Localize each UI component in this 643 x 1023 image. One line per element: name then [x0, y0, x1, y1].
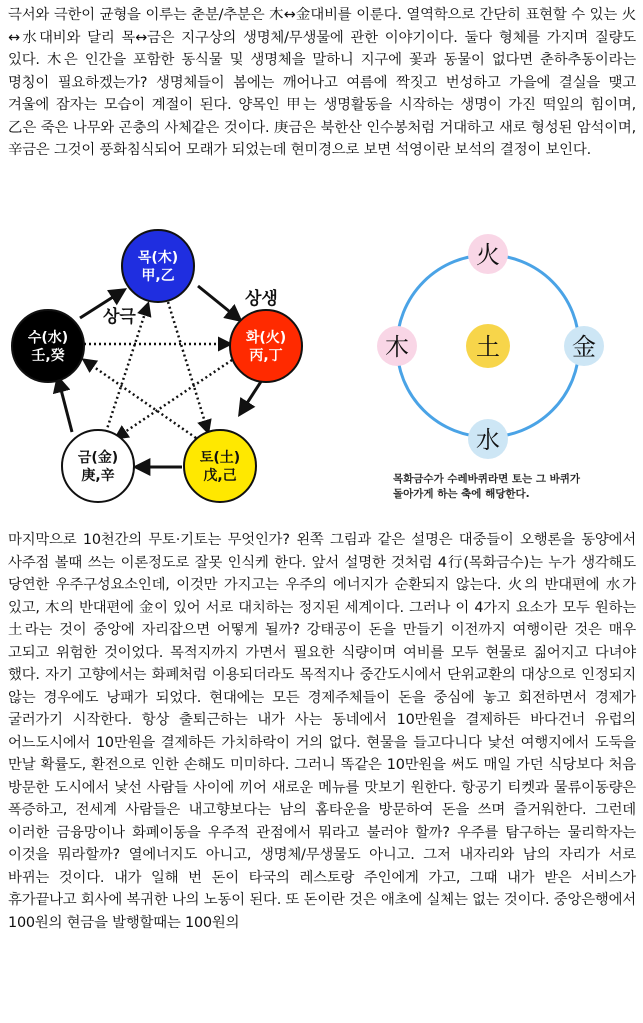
arrow-fire-to-earth	[240, 380, 262, 414]
fire-glyph: 火	[476, 241, 500, 269]
element-metal	[62, 430, 134, 502]
svg-text:丙,丁: 丙,丁	[249, 348, 283, 364]
paragraph-earth-explanation: 마지막으로 10천간의 무토·기토는 무엇인가? 왼쪽 그림과 같은 설명은 대중들이 오행론을 동양에서 사주점 볼때 쓰는 이론정도로 잘못 인식케 한다. 앞서 설명한 것처럼 4行(목화금수)는 누가 생각해도 당연한 우주구성요소인데, 이것만 가지고는 우주의 에너지가 순환되지 않는다. 火의 반대편에 水가 있고, 木의 반대편에 金이 있어 서로 대치하는 정지된 세계이다. 그러나 이 4가지 요소가 모두 원하는 土라는 것이 중앙에 자리잡으면 어떻게 될까? 강태공이 돈을 만들기 이전까지 여행이란 것은 매우 고되고 위험한 것이었다. 목적지까지 가면서 필요한 식량이며 여비를 모두 현물로 짊어지고 다녀야 했다. 자기 고향에서는 화폐처럼 이용되더라도 목적지나 중간도시에서 단위교환의 대상으로 인정되지 않는 경우에도 낭패가 되었다. 현대에는 모든 경제주체들이 돈을 중심에 놓고 회전하면서 경제가 굴러가기 시작한다. 항상 출퇴근하는 내가 사는 동네에서 10만원을 결제하든 바다건너 유럽의 어느도시에서 10만원을 결제하든 가치하락이 거의 없다. 현물을 들고다니다 낯선 여행지에서 도둑을 만날 확률도, 환전으로 인한 손해도 미미하다. 그러니 똑같은 10만원을 써도 매일 가던 식당보다 처음 방문한 도시에서 낯선 사람들 사이에 끼어 새로운 메뉴를 맛보기 원한다. 항공기 티켓과 물류이동량은 폭증하고, 전세계 사람들은 내고향보다는 남의 홈타운을 방문하여 돈을 쓰며 즐거워한다. 그런데 이러한 금융망이나 화폐이동을 우주적 관점에서 뭐라고 불러야 할까? 우주를 탐구하는 물리학자는 이것을 뭐라할까? 열에너지도 아니고, 생명체/무생물도 아니고. 그저 내자리와 남의 자리가 서로 바뀌는 것이다. 내가 일해 번 돈이 타국의 레스토랑 주인에게 가고, 그때 내가 받은 서비스가 휴가끝나고 회사에 복귀한 나의 노동이 된다. 또 돈이란 것은 애초에 실체는 없는 것이다. 중앙은행에서 100원의 현금을 발행할때는 100원의	[8, 532, 636, 931]
svg-text:목(木): 목(木)	[137, 250, 179, 266]
label-sangsaeng: 상생	[245, 289, 278, 309]
arrow-metal-to-water	[58, 378, 72, 432]
wheel-axle-diagram	[377, 234, 604, 500]
element-water	[12, 310, 84, 382]
svg-text:금(金): 금(金)	[77, 450, 119, 466]
svg-text:庚,辛: 庚,辛	[81, 468, 115, 484]
wood-glyph: 木	[385, 333, 409, 361]
paragraph-intro: 극서와 극한이 균형을 이루는 춘분/추분은 木↔金대비를 이룬다. 열역학으로 간단히 표현할 수 있는 火↔水대비와 달리 목↔금은 지구상의 생명체/무생물에 관한 이야기이다. 둘다 형체를 가지며 질량도 있다. 木은 인간을 포함한 동식물 및 생명체을 말하니 지구에 꽃과 동물이 없다면 춘하추동이라는 명칭이 필요하겠는가? 생명체들이 봄에는 깨어나고 여름에 짝짓고 번성하고 가을에 결실을 맺고 겨울에 잠자는 모습이 계절이 된다. 양목인 甲는 생명활동을 시작하는 생명이 가진 떡잎의 힘이며, 乙은 죽은 나무와 곤충의 사체같은 것이다. 庚금은 북한산 인수봉처럼 거대하고 새로 형성된 암석이며, 辛금은 그것이 풍화침식되어 모래가 되었는데 현미경으로 보면 석영이란 보석의 결정이 보인다.	[8, 7, 636, 158]
sangsaeng-sanggeuk-diagram	[12, 230, 302, 502]
earth-glyph: 土	[476, 333, 500, 361]
svg-text:壬,癸: 壬,癸	[31, 348, 65, 364]
arrow-fire-to-metal	[116, 360, 232, 438]
arrow-wood-to-fire	[198, 286, 240, 320]
arrow-earth-to-water	[84, 360, 196, 438]
element-wood	[122, 230, 194, 302]
metal-glyph: 金	[572, 333, 596, 361]
svg-text:토(土): 토(土)	[199, 450, 241, 466]
wheel-caption-line-2: 돌아가게 하는 축에 해당한다.	[393, 488, 530, 500]
wheel-caption-line-1: 목화금수가 수레바퀴라면 토는 그 바퀴가	[393, 473, 581, 485]
element-fire	[230, 310, 302, 382]
arrow-wood-to-earth	[168, 302, 208, 432]
label-sanggeuk: 상극	[103, 307, 136, 327]
svg-text:戊,己: 戊,己	[203, 468, 237, 484]
water-glyph: 水	[476, 426, 500, 454]
five-elements-figure	[0, 220, 643, 520]
svg-text:화(火): 화(火)	[245, 330, 287, 346]
element-earth	[184, 430, 256, 502]
svg-text:수(水): 수(水)	[27, 330, 69, 346]
svg-text:甲,乙: 甲,乙	[141, 268, 175, 284]
